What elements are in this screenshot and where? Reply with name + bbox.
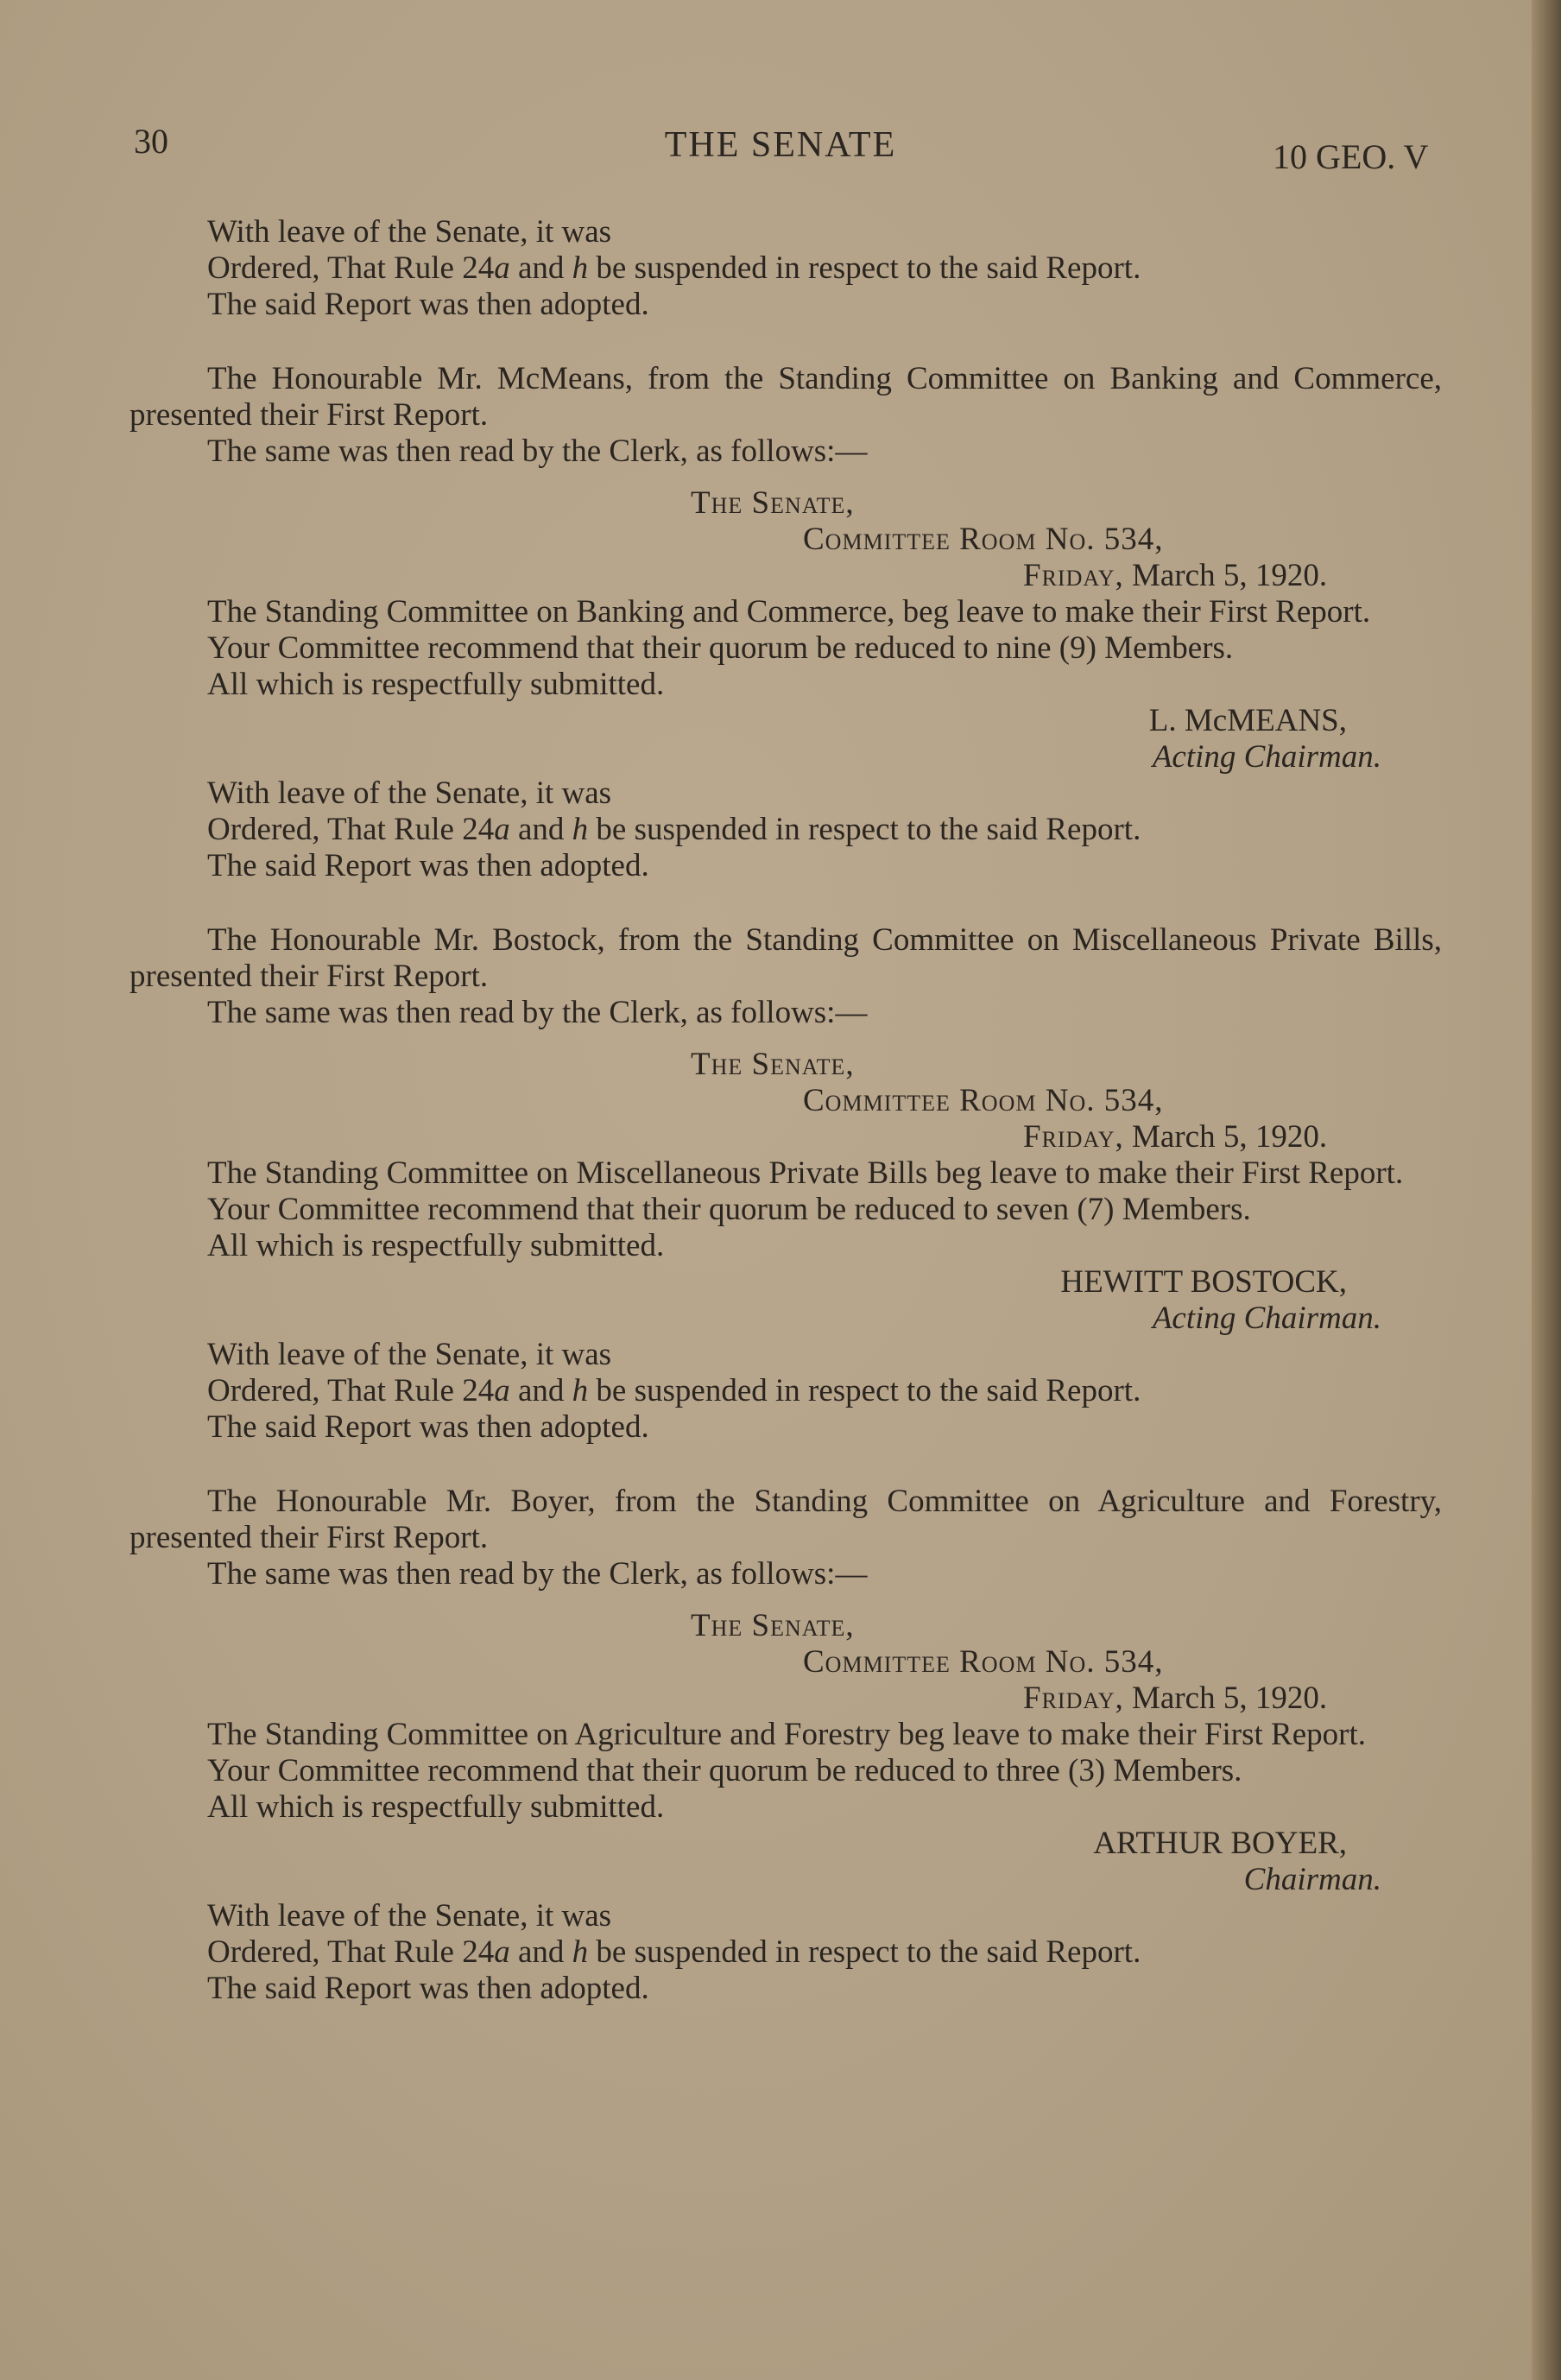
report-intro: The Honourable Mr. Boyer, from the Standing Committee on Agriculture and Forestry, presented their First Report. (130, 1484, 1442, 1555)
date-line: Friday, March 5, 1920. (1023, 1119, 1328, 1155)
leave-line: With leave of the Senate, it was (207, 775, 612, 811)
report-section (130, 323, 1442, 884)
leave-line: With leave of the Senate, it was (207, 214, 612, 250)
place-line: The Senate, (691, 1047, 855, 1082)
read-line: The same was then read by the Clerk, as follows:— (207, 1556, 868, 1592)
submitted-line: All which is respectfully submitted. (207, 1228, 665, 1263)
place-line: The Senate, (691, 1608, 855, 1643)
signer-title: Acting Chairman. (1152, 1301, 1381, 1336)
adopted-line: The said Report was then adopted. (207, 1409, 649, 1445)
document-body (130, 214, 1442, 2007)
ordered-line: Ordered, That Rule 24a and h be suspended in respect to the said Report. (207, 1373, 1141, 1408)
adopted-line: The said Report was then adopted. (207, 848, 649, 883)
recommend-line: Your Committee recommend that their quorum be reduced to seven (7) Members. (207, 1192, 1251, 1227)
report-intro: The Honourable Mr. McMeans, from the Standing Committee on Banking and Commerce, presented their First Report. (130, 361, 1442, 433)
signer-name: HEWITT BOSTOCK, (1060, 1264, 1347, 1300)
signer-name: L. McMEANS, (1148, 703, 1347, 738)
read-line: The same was then read by the Clerk, as follows:— (207, 995, 868, 1030)
submitted-line: All which is respectfully submitted. (207, 667, 665, 702)
signer-name: ARTHUR BOYER, (1093, 1826, 1347, 1861)
session-label: 10 GEO. V (1273, 137, 1429, 176)
report-statement: The Standing Committee on Miscellaneous Private Bills beg leave to make their First Report. (207, 1155, 1404, 1191)
recommend-line: Your Committee recommend that their quorum be reduced to three (3) Members. (207, 1753, 1242, 1788)
date-line: Friday, March 5, 1920. (1023, 558, 1328, 593)
ordered-line: Ordered, That Rule 24a and h be suspended in respect to the said Report. (207, 812, 1141, 847)
room-line: Committee Room No. 534, (803, 1644, 1164, 1680)
report-statement: The Standing Committee on Banking and Commerce, beg leave to make their First Report. (207, 594, 1371, 630)
signer-title: Acting Chairman. (1152, 739, 1381, 775)
read-line: The same was then read by the Clerk, as follows:— (207, 434, 868, 469)
place-line: The Senate, (691, 485, 855, 521)
leave-line: With leave of the Senate, it was (207, 1337, 612, 1372)
report-intro: The Honourable Mr. Bostock, from the Standing Committee on Miscellaneous Private Bills, presented their First Report. (130, 922, 1442, 994)
report-statement: The Standing Committee on Agriculture and Forestry beg leave to make their First Report. (207, 1717, 1366, 1752)
page-edge (1532, 0, 1561, 2380)
report-section (130, 1446, 1442, 2007)
page-header (0, 121, 1561, 176)
signer-title: Chairman. (1243, 1862, 1381, 1897)
submitted-line: All which is respectfully submitted. (207, 1789, 665, 1825)
recommend-line: Your Committee recommend that their quorum be reduced to nine (9) Members. (207, 630, 1234, 666)
adopted-line: The said Report was then adopted. (207, 1971, 649, 2006)
leave-line: With leave of the Senate, it was (207, 1898, 612, 1934)
room-line: Committee Room No. 534, (803, 522, 1164, 557)
report-section (130, 884, 1442, 1446)
adopted-line: The said Report was then adopted. (207, 287, 649, 322)
running-title: THE SENATE (664, 125, 897, 165)
ordered-line: Ordered, That Rule 24a and h be suspended in respect to the said Report. (207, 1934, 1141, 1970)
page-number: 30 (134, 122, 168, 161)
ordered-line: Ordered, That Rule 24a and h be suspended in respect to the said Report. (207, 250, 1141, 286)
date-line: Friday, March 5, 1920. (1023, 1681, 1328, 1716)
opening-order (130, 214, 1442, 323)
room-line: Committee Room No. 534, (803, 1083, 1164, 1118)
